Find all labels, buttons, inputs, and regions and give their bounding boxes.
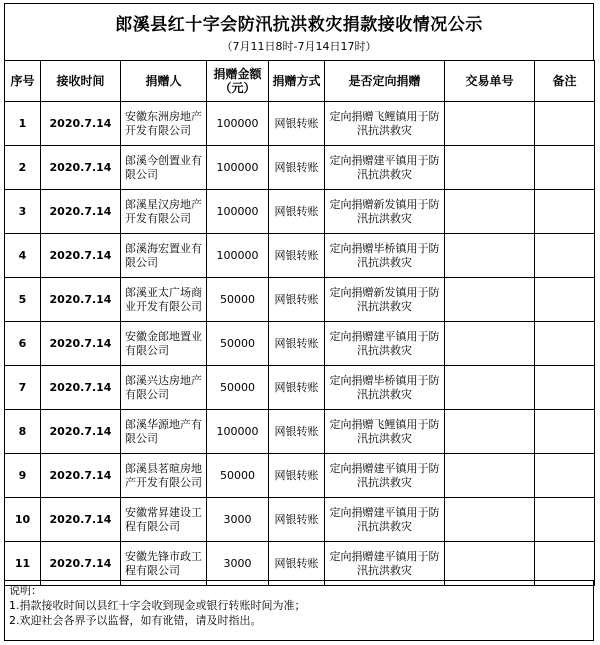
cell-no: 9 (5, 454, 41, 498)
notes-heading: 说明： (9, 584, 42, 597)
cell-no: 3 (5, 190, 41, 234)
cell-txn (445, 454, 535, 498)
table-row (5, 234, 595, 278)
donation-table (4, 60, 595, 586)
cell-amount: 50000 (207, 366, 269, 410)
cell-no: 1 (5, 102, 41, 146)
col-header-donor: 捐赠人 (121, 61, 207, 102)
table-row (5, 498, 595, 542)
cell-direction: 定向捐赠毕桥镇用于防汛抗洪救灾 (325, 234, 445, 278)
col-header-txn: 交易单号 (445, 61, 535, 102)
cell-note (535, 454, 595, 498)
cell-method: 网银转账 (269, 410, 325, 454)
col-header-method: 捐赠方式 (269, 61, 325, 102)
cell-donor: 安徽先锋市政工程有限公司 (121, 542, 207, 586)
document-subtitle: （7月11日8时-7月14日17时） (221, 40, 377, 53)
cell-date: 2020.7.14 (41, 410, 121, 454)
cell-donor: 郎溪今创置业有限公司 (121, 146, 207, 190)
cell-donor: 郎溪华源地产有限公司 (121, 410, 207, 454)
table-row (5, 454, 595, 498)
cell-note (535, 102, 595, 146)
cell-amount: 50000 (207, 278, 269, 322)
cell-date: 2020.7.14 (41, 278, 121, 322)
cell-date: 2020.7.14 (41, 498, 121, 542)
cell-txn (445, 498, 535, 542)
cell-date: 2020.7.14 (41, 234, 121, 278)
table-row (5, 146, 595, 190)
table-row (5, 410, 595, 454)
notes-block (4, 580, 594, 641)
cell-note (535, 322, 595, 366)
cell-txn (445, 278, 535, 322)
cell-amount: 3000 (207, 498, 269, 542)
cell-donor: 郎溪星汉房地产开发有限公司 (121, 190, 207, 234)
cell-note (535, 366, 595, 410)
document-title: 郎溪县红十字会防汛抗洪救灾捐款接收情况公示 (115, 15, 483, 35)
cell-note (535, 190, 595, 234)
cell-txn (445, 410, 535, 454)
cell-method: 网银转账 (269, 102, 325, 146)
col-header-no: 序号 (5, 61, 41, 102)
cell-donor: 郎溪县茗暄房地产开发有限公司 (121, 454, 207, 498)
cell-txn (445, 234, 535, 278)
cell-txn (445, 146, 535, 190)
cell-note (535, 542, 595, 586)
cell-donor: 郎溪亚太广场商业开发有限公司 (121, 278, 207, 322)
table-body (5, 102, 595, 586)
cell-donor: 郎溪海宏置业有限公司 (121, 234, 207, 278)
notes-line-2: 2.欢迎社会各界予以监督，如有讹错，请及时指出。 (9, 614, 262, 627)
cell-donor: 郎溪兴达房地产有限公司 (121, 366, 207, 410)
header-row (5, 61, 595, 102)
table-row (5, 102, 595, 146)
cell-amount: 3000 (207, 542, 269, 586)
cell-method: 网银转账 (269, 498, 325, 542)
cell-amount: 100000 (207, 146, 269, 190)
cell-direction: 定向捐赠新发镇用于防汛抗洪救灾 (325, 278, 445, 322)
donation-notice (4, 3, 594, 641)
title-block (4, 3, 594, 61)
cell-txn (445, 366, 535, 410)
cell-method: 网银转账 (269, 366, 325, 410)
cell-date: 2020.7.14 (41, 190, 121, 234)
col-header-direction: 是否定向捐赠 (325, 61, 445, 102)
cell-amount: 50000 (207, 454, 269, 498)
cell-date: 2020.7.14 (41, 322, 121, 366)
cell-method: 网银转账 (269, 454, 325, 498)
cell-txn (445, 190, 535, 234)
cell-amount: 100000 (207, 102, 269, 146)
cell-amount: 100000 (207, 190, 269, 234)
cell-note (535, 278, 595, 322)
cell-direction: 定向捐赠建平镇用于防汛抗洪救灾 (325, 498, 445, 542)
cell-no: 10 (5, 498, 41, 542)
cell-method: 网银转账 (269, 146, 325, 190)
cell-direction: 定向捐赠飞鲤镇用于防汛抗洪救灾 (325, 410, 445, 454)
cell-note (535, 234, 595, 278)
cell-method: 网银转账 (269, 278, 325, 322)
cell-no: 8 (5, 410, 41, 454)
cell-no: 4 (5, 234, 41, 278)
cell-date: 2020.7.14 (41, 366, 121, 410)
cell-method: 网银转账 (269, 190, 325, 234)
cell-date: 2020.7.14 (41, 102, 121, 146)
cell-method: 网银转账 (269, 322, 325, 366)
table-row (5, 542, 595, 586)
cell-direction: 定向捐赠飞鲤镇用于防汛抗洪救灾 (325, 102, 445, 146)
cell-amount: 50000 (207, 322, 269, 366)
cell-txn (445, 102, 535, 146)
cell-method: 网银转账 (269, 542, 325, 586)
cell-direction: 定向捐赠毕桥镇用于防汛抗洪救灾 (325, 366, 445, 410)
cell-no: 7 (5, 366, 41, 410)
cell-note (535, 146, 595, 190)
table-row (5, 190, 595, 234)
table-row (5, 278, 595, 322)
col-header-note: 备注 (535, 61, 595, 102)
cell-no: 11 (5, 542, 41, 586)
col-header-amount: 捐赠金额（元） (207, 61, 269, 102)
cell-direction: 定向捐赠建平镇用于防汛抗洪救灾 (325, 454, 445, 498)
cell-direction: 定向捐赠新发镇用于防汛抗洪救灾 (325, 190, 445, 234)
cell-date: 2020.7.14 (41, 146, 121, 190)
cell-donor: 安徽常昇建设工程有限公司 (121, 498, 207, 542)
cell-no: 5 (5, 278, 41, 322)
cell-direction: 定向捐赠建平镇用于防汛抗洪救灾 (325, 146, 445, 190)
notes-line-1: 1.捐款接收时间以县红十字会收到现金或银行转账时间为准； (9, 599, 306, 612)
cell-direction: 定向捐赠建平镇用于防汛抗洪救灾 (325, 542, 445, 586)
cell-txn (445, 322, 535, 366)
cell-direction: 定向捐赠建平镇用于防汛抗洪救灾 (325, 322, 445, 366)
cell-date: 2020.7.14 (41, 454, 121, 498)
col-header-date: 接收时间 (41, 61, 121, 102)
cell-amount: 100000 (207, 234, 269, 278)
cell-donor: 安徽东洲房地产开发有限公司 (121, 102, 207, 146)
cell-method: 网银转账 (269, 234, 325, 278)
cell-txn (445, 542, 535, 586)
table-row (5, 366, 595, 410)
cell-note (535, 498, 595, 542)
cell-note (535, 410, 595, 454)
cell-no: 2 (5, 146, 41, 190)
cell-amount: 100000 (207, 410, 269, 454)
table-row (5, 322, 595, 366)
cell-donor: 安徽金郎地置业有限公司 (121, 322, 207, 366)
cell-no: 6 (5, 322, 41, 366)
cell-date: 2020.7.14 (41, 542, 121, 586)
